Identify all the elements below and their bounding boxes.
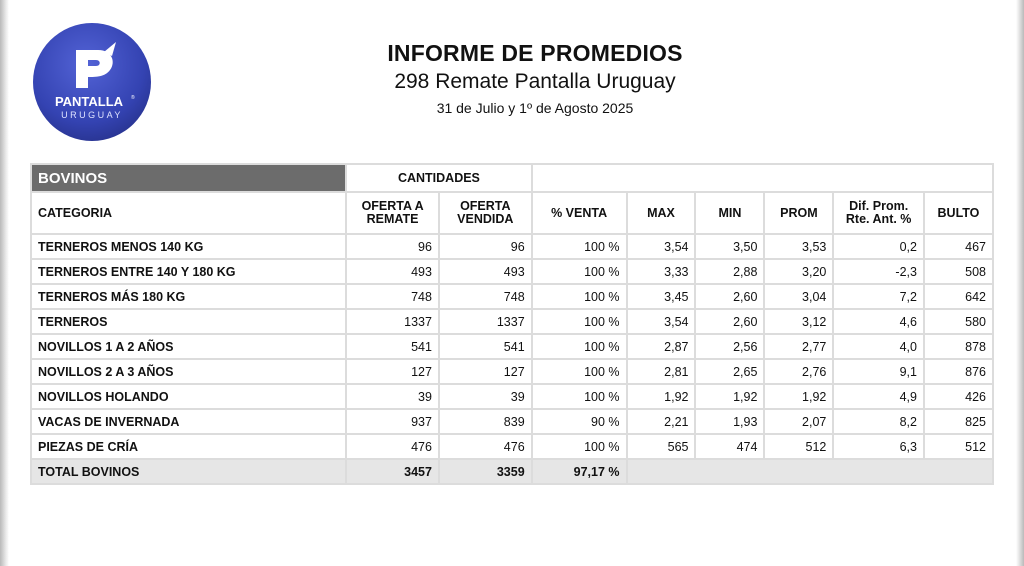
- table-row: [32, 285, 992, 308]
- cell-min: 2,88: [696, 260, 763, 283]
- table-row: [32, 435, 992, 458]
- report-date: 31 de Julio y 1º de Agosto 2025: [436, 100, 634, 116]
- total-venta: 97,17 %: [533, 460, 626, 483]
- cell-prom: 512: [765, 435, 832, 458]
- cell-categoria: NOVILLOS 2 A 3 AÑOS: [32, 360, 345, 383]
- col-header-oferta-vendida: [440, 193, 531, 233]
- col-header-oferta-vendida-line2: VENDIDA: [457, 212, 514, 226]
- cell-dif-prom: 4,6: [834, 310, 923, 333]
- cell-venta: 100 %: [533, 260, 626, 283]
- cell-categoria: PIEZAS DE CRÍA: [32, 435, 345, 458]
- cell-prom: 2,07: [765, 410, 832, 433]
- cell-venta: 100 %: [533, 360, 626, 383]
- cell-oferta-vendida: 839: [440, 410, 531, 433]
- cell-oferta-vendida: 748: [440, 285, 531, 308]
- cell-oferta-vendida: 1337: [440, 310, 531, 333]
- cell-max: 3,33: [628, 260, 695, 283]
- cell-prom: 1,92: [765, 385, 832, 408]
- total-blank: [628, 460, 992, 483]
- cell-min: 474: [696, 435, 763, 458]
- table-row: [32, 385, 992, 408]
- cell-oferta-vendida: 39: [440, 385, 531, 408]
- cell-categoria: VACAS DE INVERNADA: [32, 410, 345, 433]
- table-row: [32, 360, 992, 383]
- cell-max: 3,54: [628, 235, 695, 258]
- cell-prom: 3,04: [765, 285, 832, 308]
- table-row: [32, 260, 992, 283]
- col-header-dif-line2: Rte. Ant. %: [845, 212, 912, 226]
- cell-categoria: TERNEROS MÁS 180 KG: [32, 285, 345, 308]
- cell-oferta-remate: 476: [347, 435, 438, 458]
- cell-venta: 100 %: [533, 335, 626, 358]
- cell-bulto: 580: [925, 310, 992, 333]
- column-header-row: [32, 193, 992, 233]
- cell-categoria: TERNEROS MENOS 140 KG: [32, 235, 345, 258]
- table-row: [32, 310, 992, 333]
- cell-max: 2,21: [628, 410, 695, 433]
- col-header-dif: [834, 193, 923, 233]
- cell-min: 1,93: [696, 410, 763, 433]
- logo-line1: PANTALLA: [54, 94, 124, 109]
- cell-dif-prom: 6,3: [834, 435, 923, 458]
- cell-prom: 3,12: [765, 310, 832, 333]
- cell-bulto: 825: [925, 410, 992, 433]
- cell-min: 2,65: [696, 360, 763, 383]
- cell-dif-prom: 7,2: [834, 285, 923, 308]
- col-header-venta: % VENTA: [533, 193, 626, 233]
- cell-oferta-vendida: 493: [440, 260, 531, 283]
- col-header-min: MIN: [696, 193, 763, 233]
- cell-max: 3,54: [628, 310, 695, 333]
- section-row: [32, 165, 992, 191]
- cell-max: 565: [628, 435, 695, 458]
- cell-venta: 100 %: [533, 310, 626, 333]
- cell-min: 3,50: [696, 235, 763, 258]
- total-row: [32, 460, 992, 483]
- cell-prom: 3,53: [765, 235, 832, 258]
- cell-bulto: 467: [925, 235, 992, 258]
- table-row: [32, 335, 992, 358]
- total-oferta-remate: 3457: [347, 460, 438, 483]
- cell-oferta-remate: 541: [347, 335, 438, 358]
- col-header-bulto: BULTO: [925, 193, 992, 233]
- logo-mark: ®: [131, 95, 135, 101]
- cell-venta: 100 %: [533, 385, 626, 408]
- col-header-oferta-remate-line1: OFERTA A: [361, 199, 424, 213]
- col-header-categoria: CATEGORIA: [32, 193, 345, 233]
- cell-dif-prom: 8,2: [834, 410, 923, 433]
- cell-dif-prom: 4,9: [834, 385, 923, 408]
- section-label: BOVINOS: [32, 165, 345, 191]
- col-header-prom: PROM: [765, 193, 832, 233]
- col-header-oferta-remate-line2: REMATE: [366, 212, 419, 226]
- pantalla-uruguay-logo: [32, 22, 152, 142]
- cell-prom: 2,77: [765, 335, 832, 358]
- total-label: TOTAL BOVINOS: [32, 460, 345, 483]
- cell-bulto: 512: [925, 435, 992, 458]
- cell-venta: 100 %: [533, 285, 626, 308]
- cell-bulto: 642: [925, 285, 992, 308]
- cell-min: 2,60: [696, 310, 763, 333]
- cell-min: 1,92: [696, 385, 763, 408]
- group-blank: [533, 165, 992, 191]
- cell-venta: 90 %: [533, 410, 626, 433]
- cell-oferta-remate: 493: [347, 260, 438, 283]
- group-label: CANTIDADES: [347, 165, 530, 191]
- cell-dif-prom: 4,0: [834, 335, 923, 358]
- cell-oferta-vendida: 127: [440, 360, 531, 383]
- page-edge-right: [1016, 0, 1024, 566]
- cell-oferta-remate: 1337: [347, 310, 438, 333]
- cell-prom: 3,20: [765, 260, 832, 283]
- col-header-oferta-vendida-line1: OFERTA: [460, 199, 511, 213]
- cell-categoria: NOVILLOS HOLANDO: [32, 385, 345, 408]
- cell-bulto: 508: [925, 260, 992, 283]
- cell-max: 1,92: [628, 385, 695, 408]
- cell-min: 2,56: [696, 335, 763, 358]
- cell-oferta-remate: 39: [347, 385, 438, 408]
- cell-dif-prom: 0,2: [834, 235, 923, 258]
- col-header-max: MAX: [628, 193, 695, 233]
- averages-table: [30, 163, 994, 485]
- cell-min: 2,60: [696, 285, 763, 308]
- cell-prom: 2,76: [765, 360, 832, 383]
- cell-max: 2,81: [628, 360, 695, 383]
- col-header-oferta-remate: [347, 193, 438, 233]
- cell-dif-prom: -2,3: [834, 260, 923, 283]
- cell-oferta-vendida: 541: [440, 335, 531, 358]
- cell-bulto: 876: [925, 360, 992, 383]
- cell-oferta-remate: 127: [347, 360, 438, 383]
- cell-categoria: TERNEROS: [32, 310, 345, 333]
- col-header-dif-line1: Dif. Prom.: [849, 199, 909, 213]
- cell-bulto: 426: [925, 385, 992, 408]
- page-edge-left: [0, 0, 9, 566]
- report-header: [345, 40, 725, 116]
- cell-oferta-vendida: 476: [440, 435, 531, 458]
- cell-oferta-vendida: 96: [440, 235, 531, 258]
- table-row: [32, 410, 992, 433]
- report-subtitle: 298 Remate Pantalla Uruguay: [394, 70, 676, 93]
- table-row: [32, 235, 992, 258]
- cell-bulto: 878: [925, 335, 992, 358]
- report-title: INFORME DE PROMEDIOS: [387, 40, 683, 66]
- total-oferta-vendida: 3359: [440, 460, 531, 483]
- cell-oferta-remate: 96: [347, 235, 438, 258]
- cell-categoria: TERNEROS ENTRE 140 Y 180 KG: [32, 260, 345, 283]
- logo-line2: URUGUAY: [61, 110, 123, 120]
- cell-dif-prom: 9,1: [834, 360, 923, 383]
- cell-max: 3,45: [628, 285, 695, 308]
- cell-max: 2,87: [628, 335, 695, 358]
- cell-venta: 100 %: [533, 435, 626, 458]
- cell-oferta-remate: 748: [347, 285, 438, 308]
- cell-categoria: NOVILLOS 1 A 2 AÑOS: [32, 335, 345, 358]
- table-body: [32, 235, 992, 458]
- cell-oferta-remate: 937: [347, 410, 438, 433]
- cell-venta: 100 %: [533, 235, 626, 258]
